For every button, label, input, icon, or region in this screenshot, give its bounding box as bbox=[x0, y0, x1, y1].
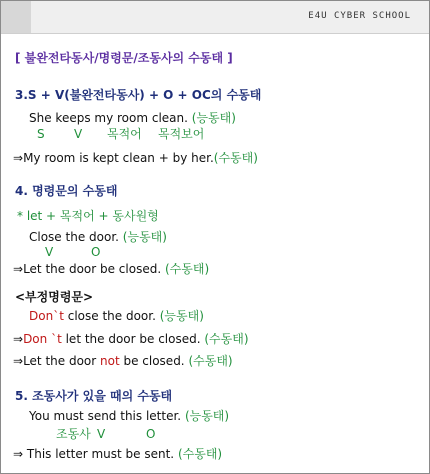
negative-example-dont: Don`t bbox=[29, 309, 64, 323]
section5-role-v: V bbox=[97, 427, 106, 441]
section5-result-text: This letter must be sent. bbox=[26, 447, 175, 461]
section3-example bbox=[29, 111, 236, 125]
negative-result-1 bbox=[13, 332, 249, 346]
section3-role-o: 목적어 bbox=[107, 127, 142, 141]
section3-example-text: She keeps my room clean. bbox=[29, 111, 188, 125]
negative-result-2-text-a: Let the door bbox=[23, 354, 100, 368]
section5-example bbox=[29, 409, 229, 423]
section4-role-v: V bbox=[45, 245, 54, 259]
section5-result bbox=[13, 447, 222, 461]
header-bar bbox=[1, 1, 429, 34]
section3-role-oc: 목적보어 bbox=[158, 127, 205, 141]
section3-example-tag: (능동태) bbox=[191, 111, 236, 125]
section5-example-tag: (능동태) bbox=[184, 409, 230, 423]
section5-result-tag: (수동태) bbox=[177, 447, 223, 461]
section4-rule: * let + 목적어 + 동사원형 bbox=[17, 209, 159, 223]
section4-example-tag: (능동태) bbox=[122, 230, 167, 244]
negative-result-1-dont: Don `t bbox=[23, 332, 62, 346]
section4-example bbox=[29, 230, 167, 244]
section4-heading: 4. 명령문의 수동태 bbox=[15, 184, 118, 198]
section5-heading: 5. 조동사가 있을 때의 수동태 bbox=[15, 389, 173, 403]
section4-result-text: Let the door be closed. bbox=[23, 262, 162, 276]
negative-example-text: close the door. bbox=[63, 309, 156, 323]
negative-example bbox=[29, 309, 204, 323]
section4-result-tag: (수동태) bbox=[164, 262, 210, 276]
section3-result-tag: (수동태) bbox=[213, 151, 258, 165]
arrow-icon: ⇒ bbox=[13, 332, 24, 346]
negative-result-2-tag: (수동태) bbox=[188, 354, 233, 368]
page-title: [ 불완전타동사/명령문/조동사의 수동태 ] bbox=[15, 51, 233, 65]
brand-label: E4U CYBER SCHOOL bbox=[308, 11, 411, 21]
section5-role-aux: 조동사 bbox=[56, 427, 91, 441]
negative-result-1-tag: (수동태) bbox=[204, 332, 249, 346]
section5-example-text: You must send this letter. bbox=[29, 409, 182, 423]
section3-result-text: My room is kept clean + by her. bbox=[23, 151, 214, 165]
section4-result bbox=[13, 262, 209, 276]
section4-example-text: Close the door. bbox=[29, 230, 119, 244]
section3-result bbox=[13, 151, 258, 165]
section3-heading: 3.S + V(불완전타동사) + O + OC의 수동태 bbox=[15, 88, 262, 102]
negative-result-1-text: let the door be closed. bbox=[61, 332, 201, 346]
arrow-icon: ⇒ bbox=[13, 354, 24, 368]
section3-role-s: S bbox=[37, 127, 45, 141]
arrow-icon: ⇒ bbox=[13, 151, 24, 165]
negative-heading: <부정명령문> bbox=[15, 290, 94, 304]
header-stripe bbox=[1, 1, 31, 33]
section3-role-v: V bbox=[74, 127, 83, 141]
negative-example-tag: (능동태) bbox=[159, 309, 204, 323]
section4-role-o: O bbox=[91, 245, 101, 259]
negative-result-2-text-b: be closed. bbox=[119, 354, 185, 368]
arrow-icon: ⇒ bbox=[13, 262, 24, 276]
arrow-icon: ⇒ bbox=[13, 447, 24, 461]
section5-role-o: O bbox=[146, 427, 156, 441]
negative-result-2-not: not bbox=[100, 354, 120, 368]
negative-result-2 bbox=[13, 354, 233, 368]
